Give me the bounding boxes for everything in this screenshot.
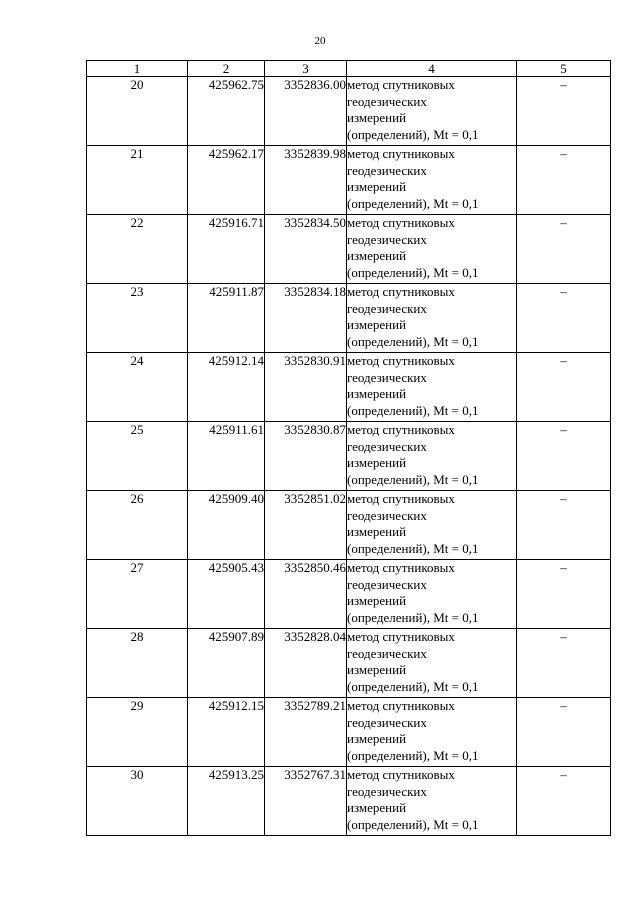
method-cell — [347, 215, 517, 284]
method-line: измерений — [347, 593, 407, 608]
method-line: измерений — [347, 386, 407, 401]
method-line: метод спутниковых — [347, 284, 455, 299]
coord-y-cell: 3352828.04 — [265, 629, 347, 698]
note-cell: – — [517, 491, 611, 560]
method-line: метод спутниковых — [347, 77, 455, 92]
coord-x-cell: 425911.87 — [188, 284, 265, 353]
header-col-1: 1 — [87, 61, 188, 77]
note-cell: – — [517, 353, 611, 422]
table-row — [87, 629, 611, 698]
method-line: метод спутниковых — [347, 353, 455, 368]
point-number-cell: 24 — [87, 353, 188, 422]
coord-y-cell: 3352836.00 — [265, 77, 347, 146]
point-number-cell: 29 — [87, 698, 188, 767]
method-line: (определений), Mt = 0,1 — [347, 747, 479, 763]
note-cell: – — [517, 284, 611, 353]
coord-x-cell: 425916.71 — [188, 215, 265, 284]
method-line: геодезических — [347, 369, 427, 385]
coord-x-cell: 425962.17 — [188, 146, 265, 215]
point-number-cell: 26 — [87, 491, 188, 560]
method-line: геодезических — [347, 507, 427, 523]
coord-x-cell: 425909.40 — [188, 491, 265, 560]
point-number-cell: 25 — [87, 422, 188, 491]
table-row — [87, 77, 611, 146]
method-line: метод спутниковых — [347, 698, 455, 713]
header-col-3: 3 — [265, 61, 347, 77]
method-line: геодезических — [347, 300, 427, 316]
method-line: измерений — [347, 248, 407, 263]
note-cell: – — [517, 422, 611, 491]
coord-x-cell: 425907.89 — [188, 629, 265, 698]
coord-y-cell: 3352850.46 — [265, 560, 347, 629]
method-line: метод спутниковых — [347, 215, 455, 230]
method-line: метод спутниковых — [347, 560, 455, 575]
method-line: метод спутниковых — [347, 629, 455, 644]
method-line: (определений), Mt = 0,1 — [347, 333, 479, 349]
method-line: геодезических — [347, 93, 427, 109]
method-line: геодезических — [347, 645, 427, 661]
point-number-cell: 22 — [87, 215, 188, 284]
coord-y-cell: 3352834.50 — [265, 215, 347, 284]
method-line: (определений), Mt = 0,1 — [347, 471, 479, 487]
point-number-cell: 20 — [87, 77, 188, 146]
method-line: (определений), Mt = 0,1 — [347, 195, 479, 211]
coord-x-cell: 425913.25 — [188, 767, 265, 836]
method-line: (определений), Mt = 0,1 — [347, 678, 479, 694]
method-line: метод спутниковых — [347, 491, 455, 506]
method-line: геодезических — [347, 714, 427, 730]
point-number-cell: 27 — [87, 560, 188, 629]
table-row — [87, 215, 611, 284]
method-line: геодезических — [347, 231, 427, 247]
table-row — [87, 698, 611, 767]
method-cell — [347, 77, 517, 146]
method-line: геодезических — [347, 576, 427, 592]
method-cell — [347, 629, 517, 698]
page-number: 20 — [314, 35, 326, 47]
coord-y-cell: 3352834.18 — [265, 284, 347, 353]
method-line: (определений), Mt = 0,1 — [347, 402, 479, 418]
method-line: метод спутниковых — [347, 146, 455, 161]
method-cell — [347, 698, 517, 767]
method-cell — [347, 560, 517, 629]
table-row — [87, 353, 611, 422]
method-line: измерений — [347, 179, 407, 194]
method-line: измерений — [347, 110, 407, 125]
coord-x-cell: 425912.14 — [188, 353, 265, 422]
table-row — [87, 284, 611, 353]
header-col-4: 4 — [347, 61, 517, 77]
method-cell — [347, 353, 517, 422]
coord-y-cell: 3352851.02 — [265, 491, 347, 560]
note-cell: – — [517, 629, 611, 698]
coord-x-cell: 425905.43 — [188, 560, 265, 629]
method-line: измерений — [347, 662, 407, 677]
method-line: метод спутниковых — [347, 422, 455, 437]
coord-x-cell: 425962.75 — [188, 77, 265, 146]
table-header — [87, 61, 611, 77]
note-cell: – — [517, 146, 611, 215]
method-cell — [347, 146, 517, 215]
note-cell: – — [517, 77, 611, 146]
method-line: измерений — [347, 524, 407, 539]
method-line: геодезических — [347, 438, 427, 454]
note-cell: – — [517, 560, 611, 629]
method-line: (определений), Mt = 0,1 — [347, 126, 479, 142]
coord-y-cell: 3352830.87 — [265, 422, 347, 491]
header-col-5: 5 — [517, 61, 611, 77]
note-cell: – — [517, 215, 611, 284]
coord-y-cell: 3352830.91 — [265, 353, 347, 422]
method-line: (определений), Mt = 0,1 — [347, 264, 479, 280]
coord-x-cell: 425911.61 — [188, 422, 265, 491]
method-line: метод спутниковых — [347, 767, 455, 782]
table-row — [87, 422, 611, 491]
method-line: геодезических — [347, 783, 427, 799]
coord-y-cell: 3352767.31 — [265, 767, 347, 836]
method-cell — [347, 284, 517, 353]
method-line: геодезических — [347, 162, 427, 178]
method-line: (определений), Mt = 0,1 — [347, 816, 479, 832]
point-number-cell: 28 — [87, 629, 188, 698]
method-line: измерений — [347, 800, 407, 815]
table-row — [87, 491, 611, 560]
coord-x-cell: 425912.15 — [188, 698, 265, 767]
note-cell: – — [517, 767, 611, 836]
method-line: измерений — [347, 455, 407, 470]
point-number-cell: 23 — [87, 284, 188, 353]
table-row — [87, 560, 611, 629]
header-row — [87, 61, 611, 77]
note-cell: – — [517, 698, 611, 767]
method-cell — [347, 767, 517, 836]
coordinates-table — [86, 60, 611, 836]
table-row — [87, 146, 611, 215]
method-line: измерений — [347, 317, 407, 332]
header-col-2: 2 — [188, 61, 265, 77]
method-line: (определений), Mt = 0,1 — [347, 609, 479, 625]
table-body — [87, 77, 611, 836]
method-line: (определений), Mt = 0,1 — [347, 540, 479, 556]
method-line: измерений — [347, 731, 407, 746]
point-number-cell: 30 — [87, 767, 188, 836]
coord-y-cell: 3352839.98 — [265, 146, 347, 215]
table-row — [87, 767, 611, 836]
method-cell — [347, 491, 517, 560]
method-cell — [347, 422, 517, 491]
point-number-cell: 21 — [87, 146, 188, 215]
coord-y-cell: 3352789.21 — [265, 698, 347, 767]
